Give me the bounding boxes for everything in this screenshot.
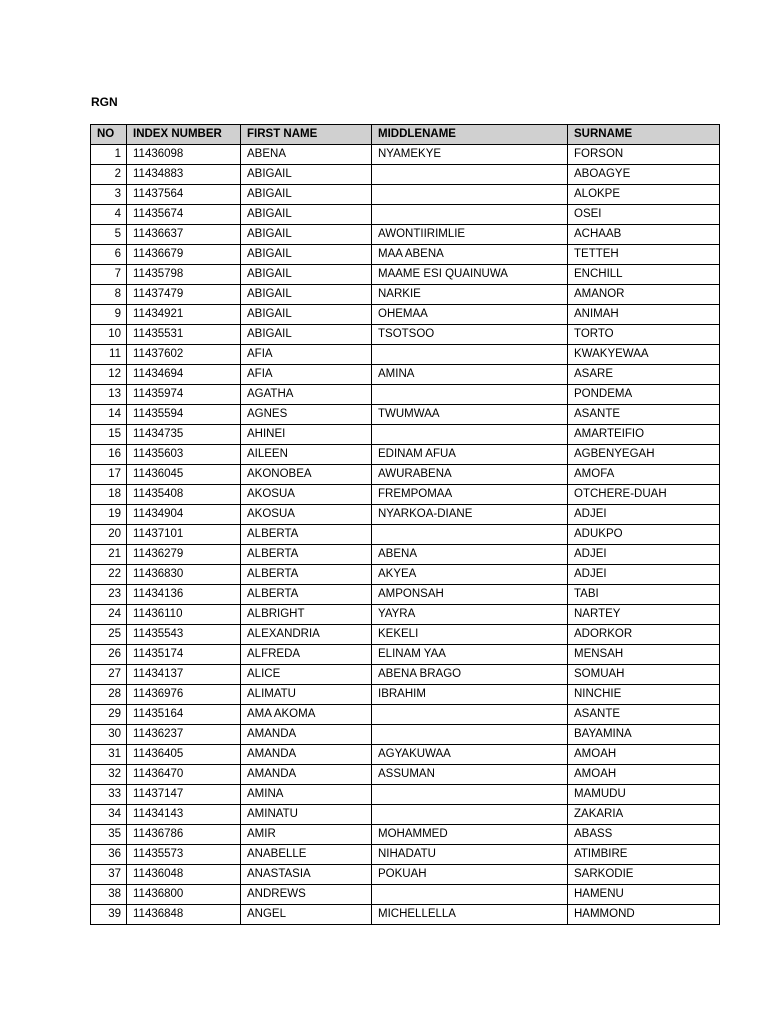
row-number-cell: 33 (91, 785, 127, 805)
table-row (91, 825, 720, 845)
middle-name-cell: MOHAMMED (372, 825, 568, 845)
row-number-cell: 11 (91, 345, 127, 365)
index-number-cell: 11434143 (127, 805, 241, 825)
surname-cell: TETTEH (568, 245, 720, 265)
middle-name-cell: NYAMEKYE (372, 145, 568, 165)
row-number-cell: 17 (91, 465, 127, 485)
row-number-cell: 31 (91, 745, 127, 765)
first-name-cell: ABIGAIL (241, 305, 372, 325)
row-number-cell: 1 (91, 145, 127, 165)
middle-name-cell: TWUMWAA (372, 405, 568, 425)
header-index-number: INDEX NUMBER (127, 125, 241, 145)
middle-name-cell (372, 885, 568, 905)
first-name-cell: ALBERTA (241, 525, 372, 545)
table-row (91, 725, 720, 745)
table-row (91, 545, 720, 565)
table-row (91, 325, 720, 345)
index-number-cell: 11435531 (127, 325, 241, 345)
row-number-cell: 36 (91, 845, 127, 865)
index-number-cell: 11437479 (127, 285, 241, 305)
index-number-cell: 11435603 (127, 445, 241, 465)
index-number-cell: 11437147 (127, 785, 241, 805)
first-name-cell: AKOSUA (241, 505, 372, 525)
first-name-cell: ABIGAIL (241, 265, 372, 285)
row-number-cell: 14 (91, 405, 127, 425)
first-name-cell: ALBERTA (241, 585, 372, 605)
index-number-cell: 11435408 (127, 485, 241, 505)
surname-cell: OTCHERE-DUAH (568, 485, 720, 505)
index-number-cell: 11436800 (127, 885, 241, 905)
middle-name-cell: NYARKOA-DIANE (372, 505, 568, 525)
table-row (91, 245, 720, 265)
surname-cell: ENCHILL (568, 265, 720, 285)
first-name-cell: ABIGAIL (241, 225, 372, 245)
row-number-cell: 25 (91, 625, 127, 645)
table-row (91, 445, 720, 465)
index-number-cell: 11436110 (127, 605, 241, 625)
table-row (91, 205, 720, 225)
first-name-cell: ABIGAIL (241, 285, 372, 305)
surname-cell: AMOAH (568, 765, 720, 785)
surname-cell: MAMUDU (568, 785, 720, 805)
middle-name-cell: NARKIE (372, 285, 568, 305)
middle-name-cell: AMINA (372, 365, 568, 385)
table-row (91, 665, 720, 685)
first-name-cell: AMINATU (241, 805, 372, 825)
index-number-cell: 11435674 (127, 205, 241, 225)
row-number-cell: 3 (91, 185, 127, 205)
row-number-cell: 9 (91, 305, 127, 325)
table-row (91, 685, 720, 705)
header-first-name: FIRST NAME (241, 125, 372, 145)
row-number-cell: 29 (91, 705, 127, 725)
row-number-cell: 12 (91, 365, 127, 385)
surname-cell: PONDEMA (568, 385, 720, 405)
middle-name-cell: MAAME ESI QUAINUWA (372, 265, 568, 285)
table-row (91, 585, 720, 605)
first-name-cell: AGATHA (241, 385, 372, 405)
row-number-cell: 4 (91, 205, 127, 225)
row-number-cell: 39 (91, 905, 127, 925)
table-row (91, 165, 720, 185)
first-name-cell: ANDREWS (241, 885, 372, 905)
middle-name-cell: MAA ABENA (372, 245, 568, 265)
index-number-cell: 11436405 (127, 745, 241, 765)
middle-name-cell: IBRAHIM (372, 685, 568, 705)
first-name-cell: AHINEI (241, 425, 372, 445)
index-number-cell: 11436637 (127, 225, 241, 245)
surname-cell: ADJEI (568, 505, 720, 525)
index-number-cell: 11436976 (127, 685, 241, 705)
row-number-cell: 24 (91, 605, 127, 625)
middle-name-cell: ABENA (372, 545, 568, 565)
index-number-cell: 11437564 (127, 185, 241, 205)
row-number-cell: 34 (91, 805, 127, 825)
middle-name-cell (372, 805, 568, 825)
first-name-cell: AMA AKOMA (241, 705, 372, 725)
table-row (91, 605, 720, 625)
table-row (91, 765, 720, 785)
table-row (91, 885, 720, 905)
row-number-cell: 19 (91, 505, 127, 525)
index-number-cell: 11434137 (127, 665, 241, 685)
index-number-cell: 11436048 (127, 865, 241, 885)
middle-name-cell: AWURABENA (372, 465, 568, 485)
middle-name-cell: ELINAM YAA (372, 645, 568, 665)
first-name-cell: ALBERTA (241, 565, 372, 585)
table-row (91, 405, 720, 425)
middle-name-cell: OHEMAA (372, 305, 568, 325)
row-number-cell: 21 (91, 545, 127, 565)
first-name-cell: ABIGAIL (241, 185, 372, 205)
row-number-cell: 13 (91, 385, 127, 405)
middle-name-cell (372, 725, 568, 745)
index-number-cell: 11434735 (127, 425, 241, 445)
surname-cell: BAYAMINA (568, 725, 720, 745)
surname-cell: HAMENU (568, 885, 720, 905)
surname-cell: ASARE (568, 365, 720, 385)
table-row (91, 505, 720, 525)
middle-name-cell: TSOTSOO (372, 325, 568, 345)
middle-name-cell: FREMPOMAA (372, 485, 568, 505)
index-number-cell: 11436045 (127, 465, 241, 485)
table-row (91, 485, 720, 505)
index-number-cell: 11435798 (127, 265, 241, 285)
table-row (91, 345, 720, 365)
table-row (91, 705, 720, 725)
middle-name-cell (372, 385, 568, 405)
row-number-cell: 10 (91, 325, 127, 345)
middle-name-cell: ABENA BRAGO (372, 665, 568, 685)
row-number-cell: 38 (91, 885, 127, 905)
index-number-cell: 11436098 (127, 145, 241, 165)
row-number-cell: 26 (91, 645, 127, 665)
middle-name-cell (372, 165, 568, 185)
header-middle-name: MIDDLENAME (372, 125, 568, 145)
table-row (91, 625, 720, 645)
middle-name-cell (372, 205, 568, 225)
first-name-cell: ANABELLE (241, 845, 372, 865)
middle-name-cell (372, 425, 568, 445)
table-row (91, 565, 720, 585)
row-number-cell: 18 (91, 485, 127, 505)
first-name-cell: ALIMATU (241, 685, 372, 705)
surname-cell: HAMMOND (568, 905, 720, 925)
surname-cell: ABOAGYE (568, 165, 720, 185)
first-name-cell: ANGEL (241, 905, 372, 925)
row-number-cell: 20 (91, 525, 127, 545)
middle-name-cell: AKYEA (372, 565, 568, 585)
student-table (90, 124, 720, 925)
table-row (91, 785, 720, 805)
table-row (91, 185, 720, 205)
index-number-cell: 11435164 (127, 705, 241, 725)
table-row (91, 385, 720, 405)
table-row (91, 865, 720, 885)
middle-name-cell (372, 785, 568, 805)
first-name-cell: ABIGAIL (241, 325, 372, 345)
middle-name-cell: ASSUMAN (372, 765, 568, 785)
middle-name-cell (372, 705, 568, 725)
middle-name-cell: AWONTIIRIMLIE (372, 225, 568, 245)
row-number-cell: 7 (91, 265, 127, 285)
first-name-cell: ALFREDA (241, 645, 372, 665)
row-number-cell: 32 (91, 765, 127, 785)
table-row (91, 745, 720, 765)
index-number-cell: 11436679 (127, 245, 241, 265)
index-number-cell: 11434921 (127, 305, 241, 325)
first-name-cell: ALICE (241, 665, 372, 685)
first-name-cell: AGNES (241, 405, 372, 425)
table-row (91, 265, 720, 285)
first-name-cell: ABIGAIL (241, 205, 372, 225)
surname-cell: ADORKOR (568, 625, 720, 645)
index-number-cell: 11436237 (127, 725, 241, 745)
table-row (91, 225, 720, 245)
surname-cell: AMOAH (568, 745, 720, 765)
first-name-cell: ALBERTA (241, 545, 372, 565)
row-number-cell: 22 (91, 565, 127, 585)
table-row (91, 845, 720, 865)
first-name-cell: ALBRIGHT (241, 605, 372, 625)
table-row (91, 365, 720, 385)
surname-cell: ADJEI (568, 565, 720, 585)
index-number-cell: 11437602 (127, 345, 241, 365)
first-name-cell: AMIR (241, 825, 372, 845)
middle-name-cell: AMPONSAH (372, 585, 568, 605)
middle-name-cell: POKUAH (372, 865, 568, 885)
table-header (91, 125, 720, 145)
middle-name-cell: KEKELI (372, 625, 568, 645)
surname-cell: AMANOR (568, 285, 720, 305)
index-number-cell: 11435174 (127, 645, 241, 665)
surname-cell: OSEI (568, 205, 720, 225)
first-name-cell: ALEXANDRIA (241, 625, 372, 645)
middle-name-cell (372, 185, 568, 205)
table-row (91, 285, 720, 305)
index-number-cell: 11436830 (127, 565, 241, 585)
first-name-cell: AKONOBEA (241, 465, 372, 485)
middle-name-cell: YAYRA (372, 605, 568, 625)
index-number-cell: 11436279 (127, 545, 241, 565)
surname-cell: KWAKYEWAA (568, 345, 720, 365)
header-row (91, 125, 720, 145)
index-number-cell: 11435974 (127, 385, 241, 405)
index-number-cell: 11434694 (127, 365, 241, 385)
surname-cell: NARTEY (568, 605, 720, 625)
middle-name-cell: NIHADATU (372, 845, 568, 865)
row-number-cell: 23 (91, 585, 127, 605)
surname-cell: TORTO (568, 325, 720, 345)
row-number-cell: 27 (91, 665, 127, 685)
index-number-cell: 11436848 (127, 905, 241, 925)
first-name-cell: AILEEN (241, 445, 372, 465)
index-number-cell: 11435573 (127, 845, 241, 865)
first-name-cell: AFIA (241, 365, 372, 385)
surname-cell: ATIMBIRE (568, 845, 720, 865)
section-title: RGN (91, 95, 118, 109)
row-number-cell: 35 (91, 825, 127, 845)
table-body (91, 145, 720, 925)
surname-cell: SOMUAH (568, 665, 720, 685)
first-name-cell: AMANDA (241, 745, 372, 765)
surname-cell: ADJEI (568, 545, 720, 565)
row-number-cell: 15 (91, 425, 127, 445)
table-row (91, 525, 720, 545)
middle-name-cell (372, 345, 568, 365)
header-no: NO (91, 125, 127, 145)
index-number-cell: 11434904 (127, 505, 241, 525)
surname-cell: ANIMAH (568, 305, 720, 325)
first-name-cell: AMINA (241, 785, 372, 805)
surname-cell: ZAKARIA (568, 805, 720, 825)
table-row (91, 805, 720, 825)
surname-cell: ABASS (568, 825, 720, 845)
index-number-cell: 11434136 (127, 585, 241, 605)
row-number-cell: 30 (91, 725, 127, 745)
first-name-cell: ABENA (241, 145, 372, 165)
table-row (91, 425, 720, 445)
row-number-cell: 16 (91, 445, 127, 465)
table-row (91, 905, 720, 925)
middle-name-cell (372, 525, 568, 545)
first-name-cell: ABIGAIL (241, 165, 372, 185)
index-number-cell: 11435594 (127, 405, 241, 425)
index-number-cell: 11436470 (127, 765, 241, 785)
surname-cell: AMOFA (568, 465, 720, 485)
first-name-cell: ABIGAIL (241, 245, 372, 265)
row-number-cell: 8 (91, 285, 127, 305)
middle-name-cell: EDINAM AFUA (372, 445, 568, 465)
table-row (91, 305, 720, 325)
row-number-cell: 37 (91, 865, 127, 885)
first-name-cell: AFIA (241, 345, 372, 365)
first-name-cell: AMANDA (241, 725, 372, 745)
table-row (91, 465, 720, 485)
surname-cell: MENSAH (568, 645, 720, 665)
row-number-cell: 5 (91, 225, 127, 245)
index-number-cell: 11437101 (127, 525, 241, 545)
row-number-cell: 2 (91, 165, 127, 185)
table-row (91, 645, 720, 665)
surname-cell: ALOKPE (568, 185, 720, 205)
surname-cell: SARKODIE (568, 865, 720, 885)
surname-cell: AGBENYEGAH (568, 445, 720, 465)
row-number-cell: 6 (91, 245, 127, 265)
first-name-cell: AMANDA (241, 765, 372, 785)
middle-name-cell: MICHELLELLA (372, 905, 568, 925)
first-name-cell: AKOSUA (241, 485, 372, 505)
surname-cell: TABI (568, 585, 720, 605)
surname-cell: ASANTE (568, 705, 720, 725)
surname-cell: ASANTE (568, 405, 720, 425)
surname-cell: ADUKPO (568, 525, 720, 545)
index-number-cell: 11434883 (127, 165, 241, 185)
table-row (91, 145, 720, 165)
surname-cell: AMARTEIFIO (568, 425, 720, 445)
header-surname: SURNAME (568, 125, 720, 145)
first-name-cell: ANASTASIA (241, 865, 372, 885)
surname-cell: FORSON (568, 145, 720, 165)
row-number-cell: 28 (91, 685, 127, 705)
surname-cell: NINCHIE (568, 685, 720, 705)
middle-name-cell: AGYAKUWAA (372, 745, 568, 765)
index-number-cell: 11435543 (127, 625, 241, 645)
surname-cell: ACHAAB (568, 225, 720, 245)
index-number-cell: 11436786 (127, 825, 241, 845)
